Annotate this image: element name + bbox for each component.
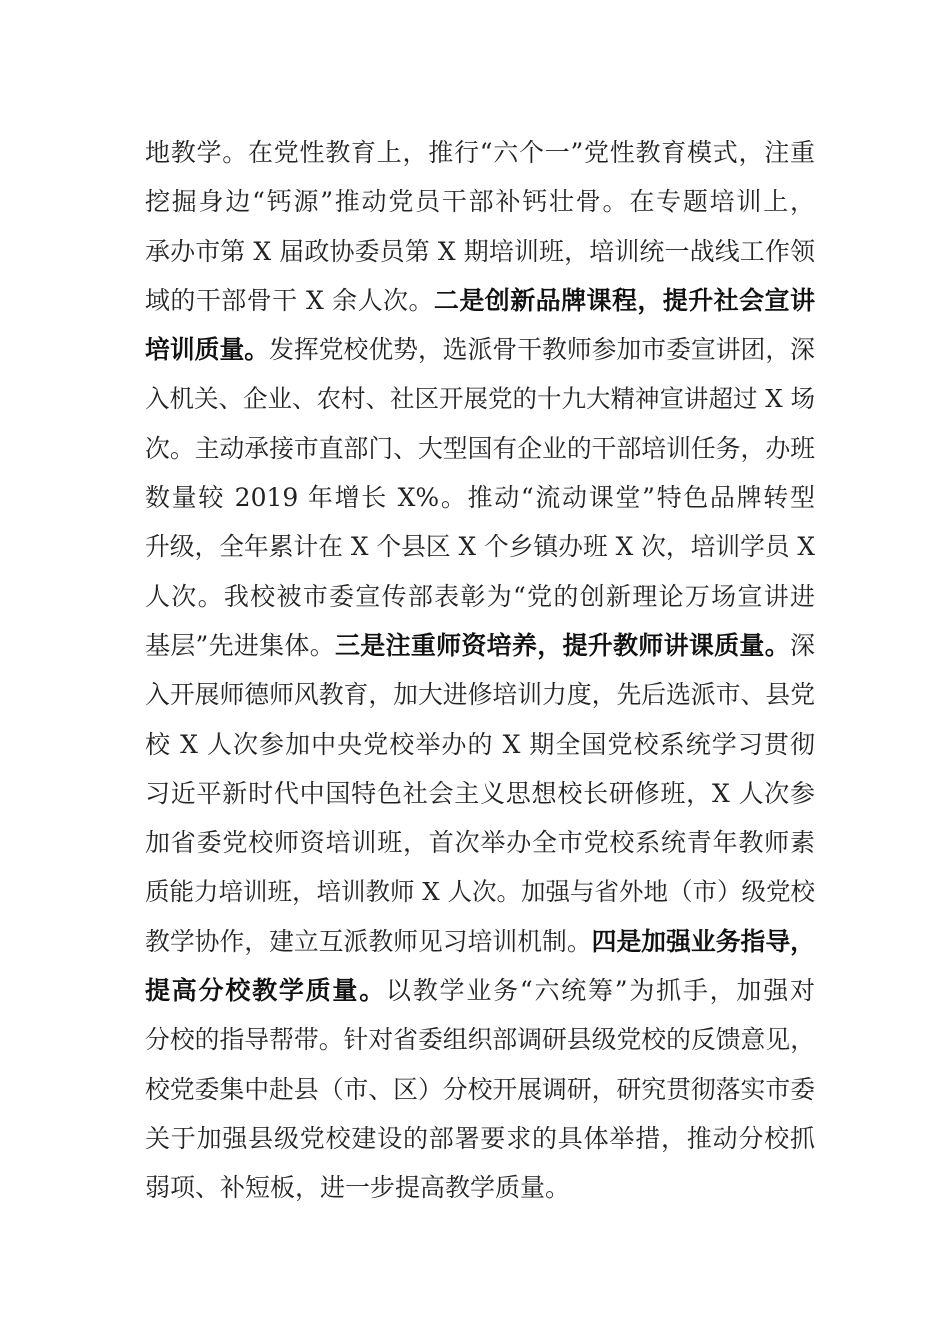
- text-run: 数量较 2019 年增长 X%。推动“流动课堂”特色品牌转型: [145, 483, 815, 513]
- text-run: 入机关、企业、农村、社区开展党的十九大精神宣讲超过 X 场: [145, 384, 816, 414]
- text-run: 校 X 人次参加中央党校举办的 X 期全国党校系统学习贯彻: [145, 729, 815, 759]
- text-line: [145, 1065, 815, 1114]
- text-line: [145, 177, 815, 226]
- text-run: 关于加强县级党校建设的部署要求的具体举措，推动分校抓: [145, 1123, 815, 1153]
- text-run: 人次。我校被市委宣传部表彰为“党的创新理论万场宣讲进: [145, 581, 815, 611]
- bold-heading-run: 二是创新品牌课程，提升社会宣讲: [433, 285, 815, 315]
- text-run: 分校的指导帮带。针对省委组织部调研县级党校的反馈意见，: [145, 1025, 815, 1055]
- text-run: 升级，全年累计在 X 个县区 X 个乡镇办班 X 次，培训学员 X: [145, 532, 816, 562]
- text-line: [145, 621, 815, 670]
- text-line: [145, 720, 815, 769]
- text-line: [145, 1015, 815, 1064]
- text-line: [145, 276, 815, 325]
- text-run: 入开展师德师风教育，加大进修培训力度，先后选派市、县党: [145, 680, 815, 710]
- text-line: [145, 522, 815, 571]
- text-line: [145, 572, 815, 621]
- text-run: 加省委党校师资培训班，首次举办全市党校系统青年教师素: [145, 828, 815, 858]
- text-line: [145, 1114, 815, 1163]
- body-paragraph: [145, 128, 815, 1213]
- text-run: 地教学。在党性教育上，推行“六个一”党性教育模式，注重: [145, 138, 815, 167]
- text-line: [145, 818, 815, 867]
- bold-heading-run: 三是注重师资培养，提升教师讲课质量。: [335, 630, 790, 660]
- text-run: 弱项、补短板，进一步提高教学质量。: [145, 1173, 571, 1203]
- text-line: [145, 374, 815, 423]
- text-line: [145, 473, 815, 522]
- text-run: 发挥党校优势，选派骨干教师参加市委宣讲团，深: [269, 335, 815, 365]
- text-line: [145, 670, 815, 719]
- text-run: 以教学业务“六统筹”为抓手，加强对: [386, 976, 815, 1006]
- text-run: 教学协作，建立互派教师见习培训机制。: [145, 926, 592, 956]
- text-run: 习近平新时代中国特色社会主义思想校长研修班，X 人次参: [145, 778, 815, 808]
- text-line: [145, 867, 815, 916]
- text-line: [145, 769, 815, 818]
- text-line: [145, 424, 815, 473]
- text-run: 承办市第 X 届政协委员第 X 期培训班，培训统一战线工作领: [145, 236, 815, 266]
- text-line: [145, 227, 815, 276]
- text-run: 挖掘身边“钙源”推动党员干部补钙壮骨。在专题培训上，: [145, 187, 815, 217]
- text-run: 次。主动承接市直部门、大型国有企业的干部培训任务，办班: [145, 433, 815, 463]
- text-run: 域的干部骨干 X 余人次。: [145, 285, 434, 315]
- bold-heading-run: 提高分校教学质量。: [145, 976, 386, 1006]
- text-run: 质能力培训班，培训教师 X 人次。加强与省外地（市）级党校: [145, 877, 816, 907]
- text-line: [145, 1163, 815, 1212]
- bold-heading-run: 四是加强业务指导，: [591, 926, 815, 956]
- text-line: [145, 325, 815, 374]
- bold-heading-run: 培训质量。: [145, 335, 270, 365]
- text-line: [145, 966, 815, 1015]
- text-line: [145, 917, 815, 966]
- text-run: 基层”先进集体。: [145, 630, 335, 660]
- text-run: 深: [789, 630, 815, 660]
- text-run: 校党委集中赴县（市、区）分校开展调研，研究贯彻落实市委: [145, 1074, 815, 1104]
- text-line: [145, 128, 815, 177]
